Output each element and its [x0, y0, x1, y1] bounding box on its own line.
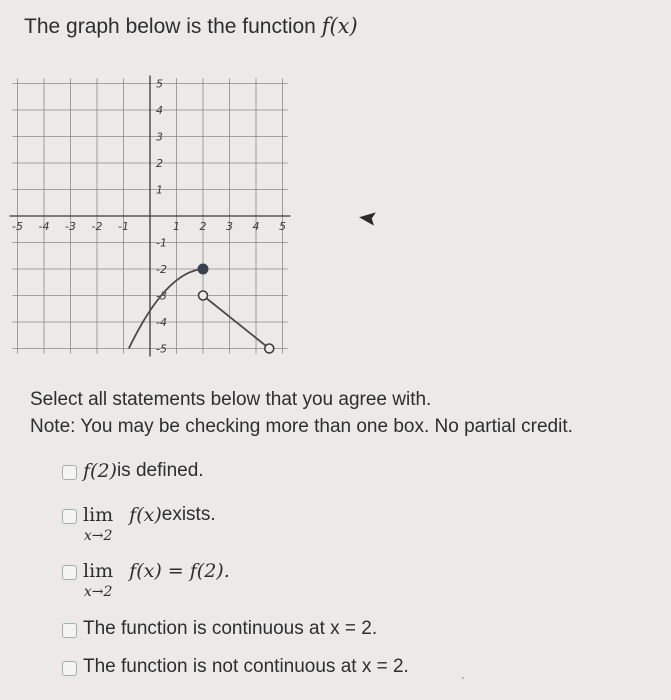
option-limit-exists[interactable] [62, 504, 216, 544]
x-tick-label: 3 [226, 220, 233, 233]
y-tick-label: 4 [156, 104, 163, 117]
x-tick-label: -2 [91, 220, 103, 233]
x-tick-label: 2 [199, 220, 207, 233]
option-limit-exists-text: exists. [161, 504, 216, 525]
x-tick-label: 1 [173, 220, 180, 233]
question-title [24, 14, 358, 39]
graph-axes [10, 76, 291, 357]
instructions-line1: Select all statements below that you agree with. [30, 389, 432, 410]
option-defined-func: f(2) [83, 460, 117, 482]
limit-notation [83, 504, 113, 544]
option-limit-equals[interactable] [62, 560, 230, 600]
y-tick-label: 2 [156, 157, 163, 170]
closed-point [198, 264, 208, 274]
function-curve-left [129, 269, 203, 349]
option-not-continuous[interactable] [62, 656, 409, 678]
option-not-continuous-text: The function is not continuous at x = 2. [83, 656, 409, 677]
y-tick-label: -1 [156, 236, 167, 250]
mouse-cursor-icon [360, 208, 382, 230]
x-tick-label: 5 [279, 220, 286, 233]
limit-label: lim [83, 560, 114, 582]
y-tick-label: 1 [156, 183, 163, 197]
option-defined[interactable] [62, 460, 204, 482]
y-tick-label: -4 [156, 316, 167, 329]
limit-expression: f(x) [129, 504, 162, 526]
y-tick-label: -5 [156, 342, 167, 356]
limit-notation [83, 560, 113, 600]
title-function: f(x) [321, 14, 358, 38]
y-tick-label: -3 [156, 289, 167, 303]
x-tick-label: -5 [12, 220, 23, 233]
function-graph [12, 68, 306, 358]
x-tick-label: -1 [118, 220, 129, 233]
title-text: The graph below is the function [24, 15, 316, 38]
y-tick-label: 5 [156, 77, 163, 91]
checkbox-continuous[interactable] [62, 623, 77, 638]
instructions-line2: Note: You may be checking more than one box. No partial credit. [30, 416, 573, 437]
checkbox-limit-equals[interactable] [62, 565, 77, 580]
option-continuous-text: The function is continuous at x = 2. [83, 618, 378, 639]
y-tick-label: 3 [156, 130, 163, 144]
x-tick-label: 4 [252, 220, 260, 233]
open-point [199, 291, 208, 300]
checkbox-defined[interactable] [62, 465, 77, 480]
stray-dot [462, 677, 464, 679]
limit-subscript: x→2 [83, 584, 113, 600]
x-tick-label: -3 [65, 220, 76, 233]
instructions [30, 386, 573, 440]
limit-label: lim [83, 504, 114, 526]
option-defined-text: is defined. [116, 460, 204, 481]
limit-subscript: x→2 [83, 528, 113, 544]
option-continuous[interactable] [62, 618, 377, 640]
y-tick-label: -2 [156, 263, 167, 276]
checkbox-not-continuous[interactable] [62, 661, 77, 676]
x-tick-label: -4 [38, 220, 50, 233]
limit-equation: f(x) = f(2). [129, 560, 230, 582]
checkbox-limit-exists[interactable] [62, 509, 77, 524]
open-point [265, 344, 274, 353]
